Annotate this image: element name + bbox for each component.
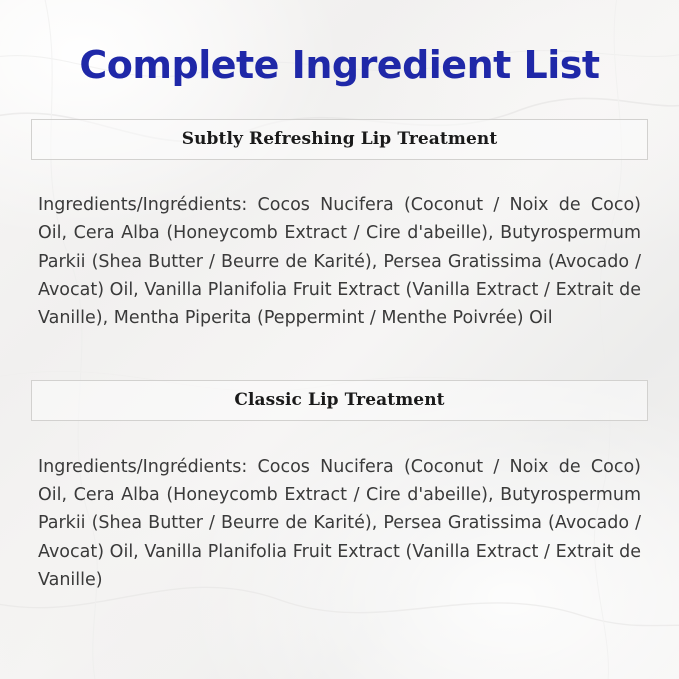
section-spacer [31,350,648,380]
section-heading: Subtly Refreshing Lip Treatment [181,128,498,149]
ingredients-paragraph: Ingredients/Ingrédients: Cocos Nucifera (Coconut / Noix de Coco) Oil, Cera Alba (Honeycomb Extract / Cire d'abeille), Butyrospermum Parkii (Shea Butter / Beurre de Karité), Persea Gratissima (Avocado / Avocat) Oil, Vanilla Planifolia Fruit Extract (Vanilla Extract / Extrait de Vanille), Mentha Piperita (Peppermint / Menthe Poivrée) Oil [38,195,641,329]
section-header-box [31,119,648,160]
section-header-box [31,380,648,421]
page-title: Complete Ingredient List [79,43,600,87]
section-heading: Classic Lip Treatment [234,390,445,411]
section-classic-lip-treatment [31,380,648,594]
ingredients-paragraph: Ingredients/Ingrédients: Cocos Nucifera (Coconut / Noix de Coco) Oil, Cera Alba (Honeycomb Extract / Cire d'abeille), Butyrospermum Parkii (Shea Butter / Beurre de Karité), Persea Gratissima (Avocado / Avocat) Oil, Vanilla Planifolia Fruit Extract (Vanilla Extract / Extrait de Vanille) [38,456,641,591]
section-subtly-refreshing-lip-treatment [31,119,648,333]
